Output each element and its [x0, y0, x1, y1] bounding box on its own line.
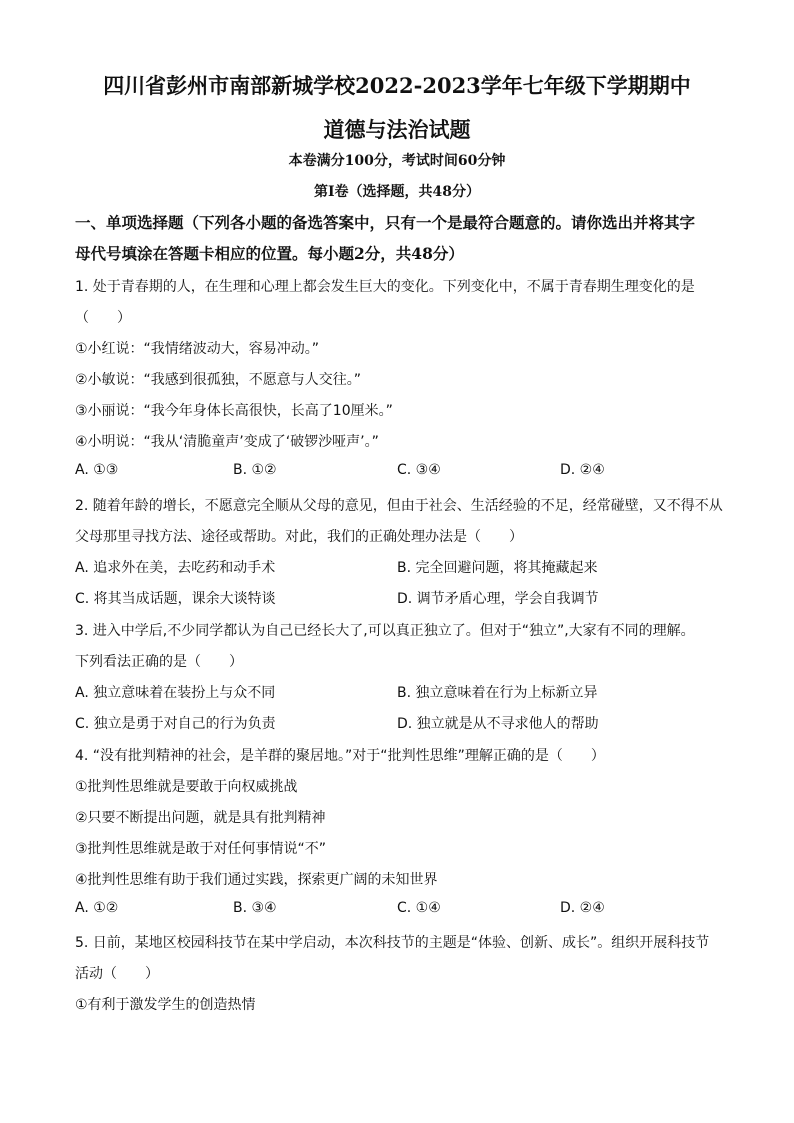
question-4-statement-3: ③批判性思维就是敢于对任何事情说“不”	[75, 841, 327, 857]
question-4-option-a: A. ①②	[75, 900, 119, 916]
part-title: 第I卷（选择题，共48分）	[313, 184, 481, 200]
question-4-statement-1: ①批判性思维就是要敢于向权威挑战	[75, 779, 298, 795]
question-1-option-d: D. ②④	[560, 462, 605, 478]
subject-title: 道德与法治试题	[323, 117, 471, 142]
question-3-option-a: A. 独立意味着在装扮上与众不同	[75, 685, 276, 701]
question-1-option-b: B. ①②	[233, 462, 277, 478]
question-2-stem-line2: 父母那里寻找方法、途径或帮助。对此，我们的正确处理办法是（ ）	[75, 529, 523, 545]
question-2-option-c: C. 将其当成话题，课余大谈特谈	[75, 591, 276, 607]
question-4-stem-line1: 4. “没有批判精神的社会，是羊群的聚居地。”对于“批判性思维”理解正确的是（ ）	[75, 748, 605, 764]
question-2-option-a: A. 追求外在美，去吃药和动手术	[75, 560, 276, 576]
section-heading-line1: 一、单项选择题（下列各小题的备选答案中，只有一个是最符合题意的。请你选出并将其字	[75, 213, 696, 232]
section-heading	[75, 207, 735, 269]
question-3-stem-line1: 3. 进入中学后,不少同学都认为自己已经长大了,可以真正独立了。但对于“独立”,大家有不同的理解。	[75, 623, 695, 639]
question-3-option-d: D. 独立就是从不寻求他人的帮助	[397, 716, 599, 732]
question-3-stem-line2: 下列看法正确的是（ ）	[75, 654, 243, 670]
question-1-statement-1: ①小红说：“我情绪波动大，容易冲动。”	[75, 341, 320, 357]
question-2-stem-line1: 2. 随着年龄的增长，不愿意完全顺从父母的意见，但由于社会、生活经验的不足，经常碰壁，又不得不从	[75, 498, 723, 514]
question-1-statement-3: ③小丽说：“我今年身体长高很快，长高了10厘米。”	[75, 403, 393, 419]
section-heading-line2: 母代号填涂在答题卡相应的位置。每小题2分，共48分）	[75, 244, 464, 263]
question-1-option-c: C. ③④	[397, 462, 441, 478]
question-3-option-c: C. 独立是勇于对自己的行为负责	[75, 716, 276, 732]
question-5-statement-1: ①有利于激发学生的创造热情	[75, 997, 256, 1013]
question-3-option-b: B. 独立意味着在行为上标新立异	[397, 685, 598, 701]
question-4-option-d: D. ②④	[560, 900, 605, 916]
question-1-stem-line2: （ ）	[75, 310, 131, 326]
exam-title: 四川省彭州市南部新城学校2022-2023学年七年级下学期期中	[103, 73, 691, 98]
question-2-option-b: B. 完全回避问题，将其掩藏起来	[397, 560, 598, 576]
score-info: 本卷满分100分，考试时间60分钟	[288, 153, 506, 169]
question-1-statement-2: ②小敏说：“我感到很孤独，不愿意与人交往。”	[75, 372, 362, 388]
question-4-statement-2: ②只要不断提出问题，就是具有批判精神	[75, 810, 326, 826]
question-4-option-b: B. ③④	[233, 900, 277, 916]
question-4-statement-4: ④批判性思维有助于我们通过实践，探索更广阔的未知世界	[75, 872, 438, 888]
question-4-option-c: C. ①④	[397, 900, 441, 916]
question-1-option-a: A. ①③	[75, 462, 119, 478]
question-5-stem-line1: 5. 日前，某地区校园科技节在某中学启动，本次科技节的主题是“体验、创新、成长”。组织开展科技节	[75, 935, 710, 951]
question-1-statement-4: ④小明说：“我从‘清脆童声’变成了‘破锣沙哑声’。”	[75, 434, 379, 450]
question-2-option-d: D. 调节矛盾心理，学会自我调节	[397, 591, 599, 607]
question-1-stem-line1: 1. 处于青春期的人，在生理和心理上都会发生巨大的变化。下列变化中，不属于青春期生理变化的是	[75, 279, 695, 295]
question-5-stem-line2: 活动（ ）	[75, 966, 159, 982]
